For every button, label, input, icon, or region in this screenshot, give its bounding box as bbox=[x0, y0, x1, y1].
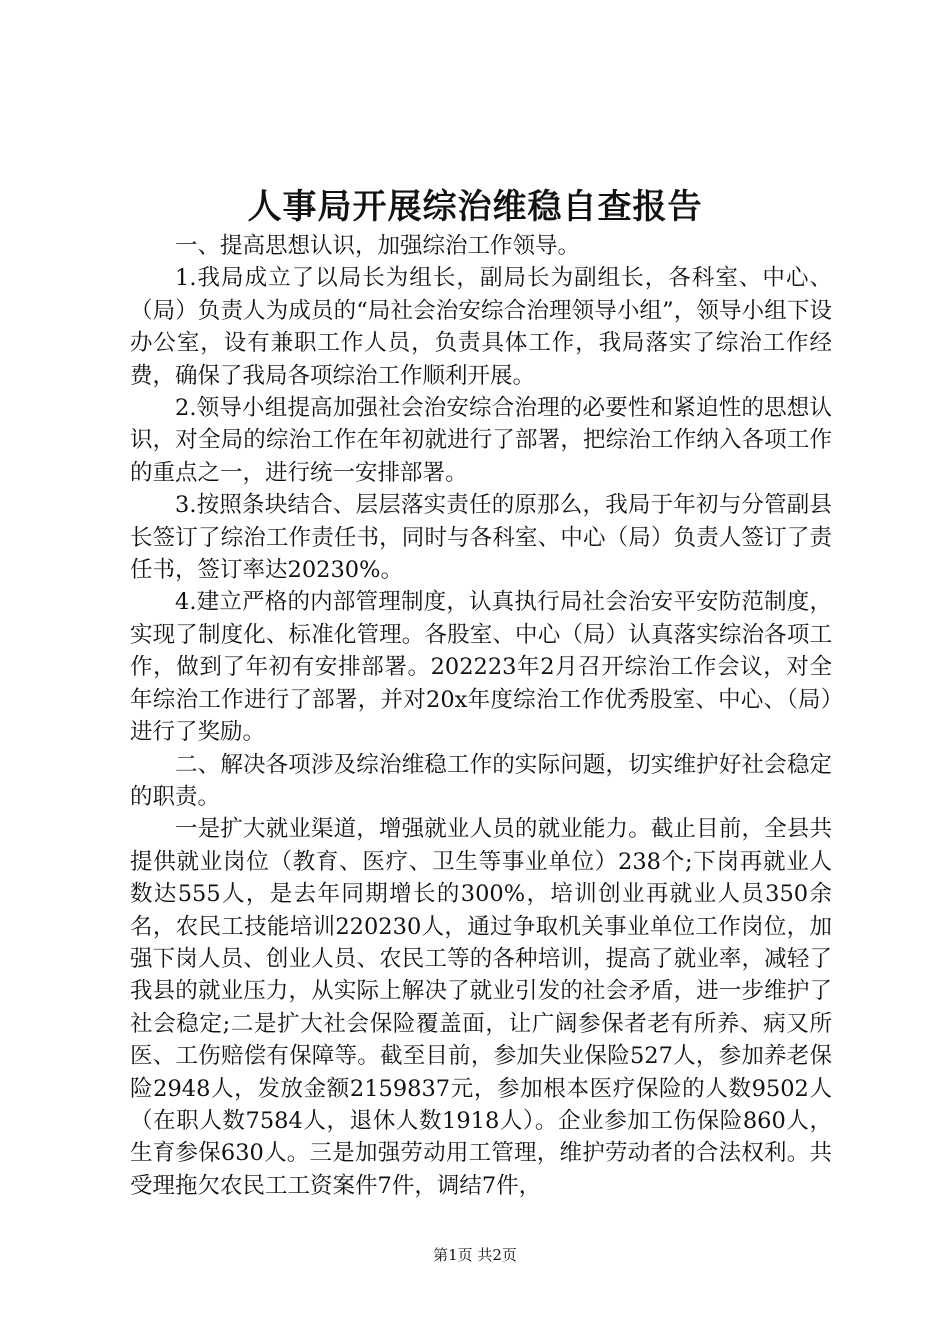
paragraph-item-2: 2.领导小组提高加强社会治安综合治理的必要性和紧迫性的思想认识，对全局的综治工作在年初就进行了部署，把综治工作纳入各项工作的重点之一，进行统一安排部署。 bbox=[130, 395, 832, 486]
paragraph-item-1: 1.我局成立了以局长为组长，副局长为副组长，各科室、中心、（局）负责人为成员的“局社会治安综合治理领导小组”，领导小组下设办公室，设有兼职工作人员，负责具体工作，我局落实了综治工作经费，确保了我局各项综治工作顺利开展。 bbox=[130, 265, 832, 389]
paragraph-employment: 一是扩大就业渠道，增强就业人员的就业能力。截止目前，全县共提供就业岗位（教育、医疗、卫生等事业单位）238个;下岗再就业人数达555人，是去年同期增长的300%，培训创业再就业人员350余名，农民工技能培训220230人，通过争取机关事业单位工作岗位，加强下岗人员、创业人员、农民工等的各种培训，提高了就业率，减轻了我县的就业压力，从实际上解决了就业引发的社会矛盾，进一步维护了社会稳定;二是扩大社会保险覆盖面，让广阔参保者老有所养、病又所医、工伤赔偿有保障等。截至目前，参加失业保险527人，参加养老保险2948人，发放金额2159837元，参加根本医疗保险的人数9502人（在职人数7584人，退休人数1918人）。企业参加工伤保险860人，生育参保630人。三是加强劳动用工管理，维护劳动者的合法权利。共受理拖欠农民工工资案件7件，调结7件， bbox=[130, 816, 832, 1199]
paragraph-item-4: 4.建立严格的内部管理制度，认真执行局社会治安平安防范制度，实现了制度化、标准化管理。各股室、中心（局）认真落实综治各项工作，做到了年初有安排部署。202223年2月召开综治工作会议，对全年综治工作进行了部署，并对20x年度综治工作优秀股室、中心、（局）进行了奖励。 bbox=[130, 589, 832, 746]
paragraph-item-3: 3.按照条块结合、层层落实责任的原那么，我局于年初与分管副县长签订了综治工作责任书，同时与各科室、中心（局）负责人签订了责任书，签订率达20230%。 bbox=[130, 492, 832, 584]
section-heading-2: 二、解决各项涉及综治维稳工作的实际问题，切实维护好社会稳定的职责。 bbox=[130, 751, 832, 810]
section-heading-1: 一、提高思想认识，加强综治工作领导。 bbox=[175, 233, 581, 259]
page-footer: 第1页 共2页 bbox=[433, 1246, 517, 1264]
document-body bbox=[130, 230, 832, 1202]
document-title: 人事局开展综治维稳自查报告 bbox=[247, 187, 703, 227]
